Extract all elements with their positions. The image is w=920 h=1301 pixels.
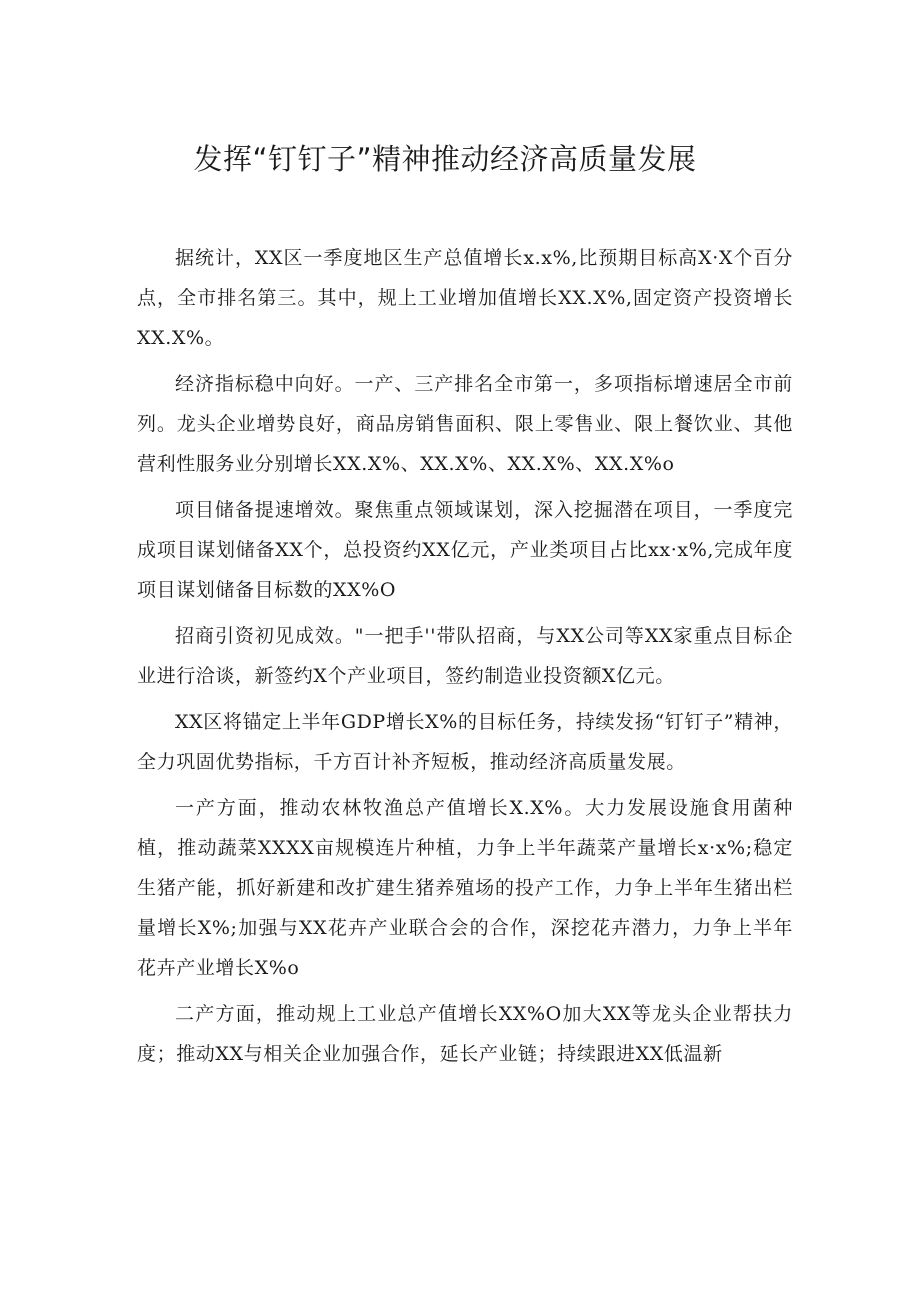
paragraph-investment-attraction: 招商引资初见成效。"一把手''带队招商，与XX公司等XX家重点目标企业进行洽谈，新签约X个产业项目，签约制造业投资额X亿元。 bbox=[137, 625, 793, 687]
paragraph-project-reserve: 项目储备提速增效。聚焦重点领域谋划，深入挖掘潜在项目，一季度完成项目谋划储备XX个，总投资约XX亿元，产业类项目占比xx·x%,完成年度项目谋划储备目标数的XX%O bbox=[137, 499, 793, 601]
document-title: 发挥“钉钉子”精神推动经济高质量发展 bbox=[193, 142, 697, 176]
paragraph-half-year-goal: XX区将锚定上半年GDP增长X%的目标任务，持续发扬“钉钉子”精神，全力巩固优势指标，千方百计补齐短板，推动经济高质量发展。 bbox=[137, 711, 793, 773]
paragraph-economic-indicators: 经济指标稳中向好。一产、三产排名全市第一，多项指标增速居全市前列。龙头企业增势良好，商品房销售面积、限上零售业、限上餐饮业、其他营利性服务业分别增长XX.X%、XX.X%、XX.X%、XX.X%o bbox=[137, 373, 793, 475]
paragraph-primary-industry: 一产方面，推动农林牧渔总产值增长X.X%。大力发展设施食用菌种植，推动蔬菜XXXX亩规模连片种植，力争上半年蔬菜产量增长x·x%;稳定生猪产能，抓好新建和改扩建生猪养殖场的投产工作，力争上半年生猪出栏量增长X%;加强与XX花卉产业联合会的合作，深挖花卉潜力，力争上半年花卉产业增长X%o bbox=[137, 797, 793, 979]
paragraph-statistics-summary: 据统计，XX区一季度地区生产总值增长x.x%,比预期目标高X·X个百分点，全市排名第三。其中，规上工业增加值增长XX.X%,固定资产投资增长XX.X%。 bbox=[137, 247, 793, 349]
document-body bbox=[137, 238, 793, 1080]
paragraph-secondary-industry: 二产方面，推动规上工业总产值增长XX%O加大XX等龙头企业帮扶力度；推动XX与相关企业加强合作，延长产业链；持续跟进XX低温新 bbox=[137, 1003, 793, 1065]
